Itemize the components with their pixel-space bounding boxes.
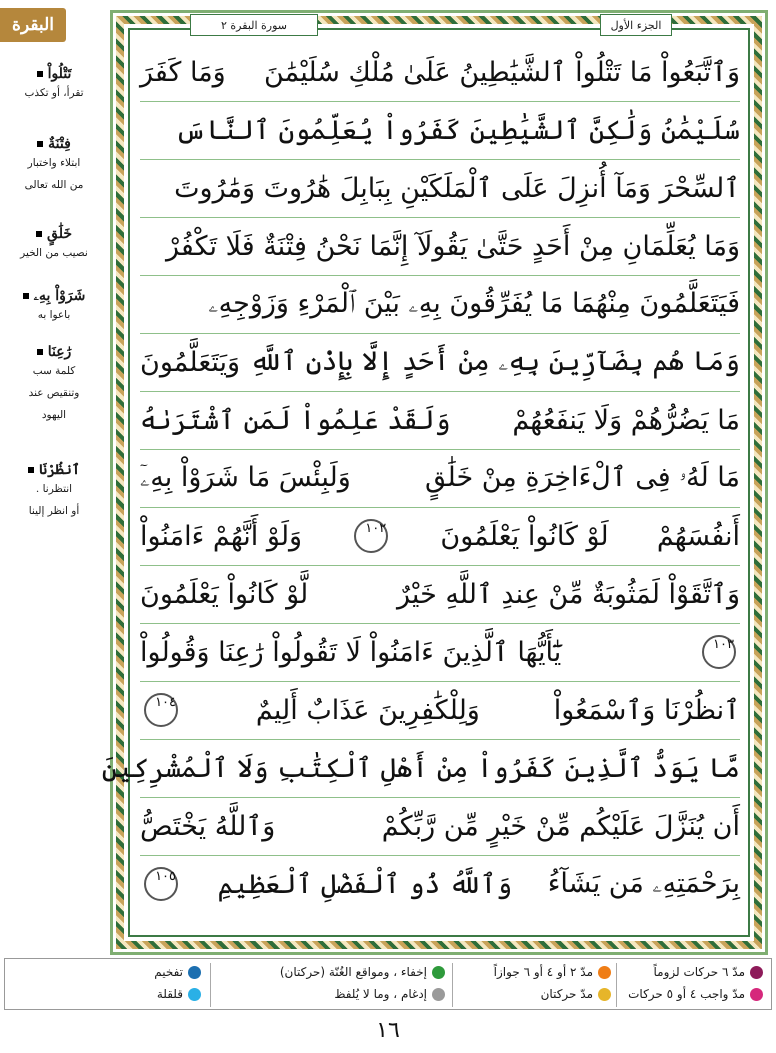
verse-segment: يَٰٓأَيُّهَا ٱلَّذِينَ ءَامَنُواْ لَا تَقُولُواْ رَٰعِنَا وَقُولُواْ — [140, 636, 562, 668]
verse-segment: بِرَحْمَتِهِۦ مَن يَشَآءُ — [547, 868, 740, 899]
verse-line — [140, 566, 740, 622]
verse-line — [140, 450, 740, 506]
verse-segment: وَٱتَّقَوْاْ لَمَثُوبَةٌ مِّنْ عِندِ ٱللَّهِ خَيْرٌ — [397, 578, 740, 610]
verse-segment: وَٱللَّهُ ذُو ٱلْفَضْلِ ٱلْعَظِيمِ — [217, 868, 513, 900]
legend-item — [628, 987, 763, 1001]
verse-line — [140, 682, 740, 738]
legend-label: إدغام ، وما لا يُلفظ — [334, 987, 427, 1001]
legend-item — [654, 965, 764, 979]
ayah-number-marker: ١٠٥ — [144, 867, 178, 901]
verse-segment: فَيَتَعَلَّمُونَ مِنْهُمَا مَا يُفَرِّقُونَ بِهِۦ بَيْنَ ٱلْمَرْءِ وَزَوْجِهِۦ — [208, 288, 740, 319]
glossary-definition: كلمة سب — [32, 365, 76, 377]
glossary-definition: أو انظر إلينا — [28, 505, 80, 517]
juz-label: الجزء الأول — [600, 14, 672, 36]
verse-line — [140, 624, 740, 680]
glossary-word: شَرَوْاْ بِهِۦ — [33, 288, 86, 304]
glossary-definition: باعوا به — [37, 309, 71, 321]
verse-segment: مَا لَهُۥ فِى ٱلْءَاخِرَةِ مِنْ خَلَٰقٍ — [425, 462, 740, 493]
legend-item — [157, 987, 201, 1001]
verse-segment: ٱلسِّحْرَ وَمَآ أُنزِلَ عَلَى ٱلْمَلَكَيْنِ بِبَابِلَ هَٰرُوتَ وَمَٰرُوتَ — [174, 172, 740, 204]
verse-line — [140, 44, 740, 100]
legend-label: مدّ حركتان — [540, 987, 593, 1001]
verse-segment: وَمَا هُم بِضَآرِّينَ بِهِۦ مِنْ أَحَدٍ إِلَّا بِإِذْنِ ٱللَّهِ — [249, 346, 740, 377]
color-dot-icon — [188, 988, 201, 1001]
bullet-icon — [37, 141, 43, 147]
glossary-definition: اليهود — [41, 409, 67, 421]
glossary-definition: من الله تعالى — [24, 179, 84, 191]
verse-line — [140, 798, 740, 854]
ayah-number-marker: ١٠٢ — [354, 519, 388, 553]
color-dot-icon — [598, 988, 611, 1001]
legend-label: إخفاء ، ومواقع الغُنّة (حركتان) — [279, 965, 427, 979]
bullet-icon — [37, 71, 43, 77]
verse-line — [140, 334, 740, 390]
glossary-entry — [4, 66, 104, 104]
legend-label: قلقلة — [156, 987, 183, 1001]
color-dot-icon — [598, 966, 611, 979]
glossary-entry — [4, 344, 104, 426]
glossary-definition: نصيب من الخير — [20, 247, 88, 259]
legend-divider — [616, 963, 617, 1007]
verse-segment: أَن يُنَزَّلَ عَلَيْكُم مِّنْ خَيْرٍ مِّن رَّبِّكُمْ — [381, 810, 740, 842]
bullet-icon — [36, 231, 42, 237]
verse-segment: وَمَا يُعَلِّمَانِ مِنْ أَحَدٍ حَتَّىٰ يَقُولَآ إِنَّمَا نَحْنُ فِتْنَةٌ فَلَا تَكْفُرْ — [166, 230, 740, 262]
glossary-word: فِتْنَةٌ — [48, 136, 71, 152]
glossary-word: رَٰعِنَا — [47, 344, 72, 360]
verse-line — [140, 392, 740, 448]
legend-divider — [210, 963, 211, 1007]
surah-name-tab: البقرة — [0, 8, 66, 42]
verse-segment: وَلِلْكَٰفِرِينَ عَذَابٌ أَلِيمٌ — [255, 694, 480, 726]
legend-label: مدّ واجب ٤ أو ٥ حركات — [628, 987, 745, 1001]
verse-line — [140, 856, 740, 912]
glossary-word: ٱنظُرْنَا — [39, 462, 81, 478]
glossary-word: خَلَٰقٍ — [47, 226, 72, 242]
verse-line — [140, 276, 740, 332]
color-dot-icon — [750, 988, 763, 1001]
verse-segment: وَيَتَعَلَّمُونَ — [140, 346, 241, 378]
glossary-entry — [4, 226, 104, 264]
glossary-entry — [4, 136, 104, 196]
glossary-entry — [4, 288, 104, 326]
verse-line — [140, 218, 740, 274]
verse-segment: وَٱتَّبَعُواْ مَا تَتْلُواْ ٱلشَّيَٰطِينُ عَلَىٰ مُلْكِ سُلَيْمَٰنَ — [264, 56, 740, 88]
glossary-entry — [4, 462, 104, 522]
color-dot-icon — [750, 966, 763, 979]
color-dot-icon — [188, 966, 201, 979]
glossary-definition: تقرأ، أو تكذب — [24, 87, 84, 99]
verse-segment: وَٱللَّهُ يَخْتَصُّ — [140, 810, 276, 842]
verse-segment: وَلَوْ أَنَّهُمْ ءَامَنُواْ — [140, 520, 303, 552]
legend-label: مدّ ٦ حركات لزوماً — [653, 965, 745, 979]
verse-line — [140, 508, 740, 564]
page-number: ١٦ — [376, 1018, 400, 1043]
legend-item — [494, 965, 611, 979]
verse-line — [101, 740, 740, 796]
bullet-icon — [28, 467, 34, 473]
ayah-number-marker: ١٠٣ — [702, 635, 736, 669]
legend-label: مدّ ٢ أو ٤ أو ٦ جوازاً — [493, 965, 593, 979]
glossary-definition: انتظرنا . — [35, 483, 73, 495]
legend-item — [154, 965, 201, 979]
bullet-icon — [37, 349, 43, 355]
verse-segment: وَلَبِئْسَ مَا شَرَوْاْ بِهِۦٓ — [140, 462, 351, 493]
verse-segment: سُلَيْمَٰنُ وَلَٰكِنَّ ٱلشَّيَٰطِينَ كَفَرُواْ يُعَلِّمُونَ ٱلنَّاسَ — [175, 114, 740, 146]
ayah-number-marker: ١٠٤ — [144, 693, 178, 727]
surah-label: سورة البقرة ٢ — [190, 14, 318, 36]
legend-item — [280, 965, 445, 979]
legend-divider — [452, 963, 453, 1007]
verse-segment: لَوْ كَانُواْ يَعْلَمُونَ — [440, 520, 609, 552]
tajweed-legend — [4, 958, 772, 1010]
legend-item — [541, 987, 611, 1001]
verse-segment: مَا يَضُرُّهُمْ وَلَا يَنفَعُهُمْ — [512, 404, 740, 436]
verse-segment: مَّا يَوَدُّ ٱلَّذِينَ كَفَرُواْ مِنْ أَهْلِ ٱلْكِتَٰبِ وَلَا ٱلْمُشْرِكِينَ — [101, 752, 740, 784]
verse-segment: لَّوْ كَانُواْ يَعْلَمُونَ — [140, 578, 309, 610]
color-dot-icon — [432, 988, 445, 1001]
verse-segment: وَلَقَدْ عَلِمُواْ لَمَنِ ٱشْتَرَىٰهُ — [140, 404, 451, 436]
verse-segment: وَمَا كَفَرَ — [140, 56, 226, 88]
legend-label: تفخيم — [154, 965, 183, 979]
legend-item — [334, 987, 445, 1001]
glossary-word: تَتْلُواْ — [47, 66, 72, 82]
verse-segment: أَنفُسَهُمْ — [656, 520, 740, 552]
verse-segment: ٱنظُرْنَا وَٱسْمَعُواْ — [553, 694, 740, 726]
verse-line — [140, 102, 740, 158]
glossary-definition: وتنقيص عند — [28, 387, 80, 399]
glossary-definition: ابتلاء واختبار — [27, 157, 81, 169]
color-dot-icon — [432, 966, 445, 979]
verse-line — [140, 160, 740, 216]
bullet-icon — [23, 293, 29, 299]
